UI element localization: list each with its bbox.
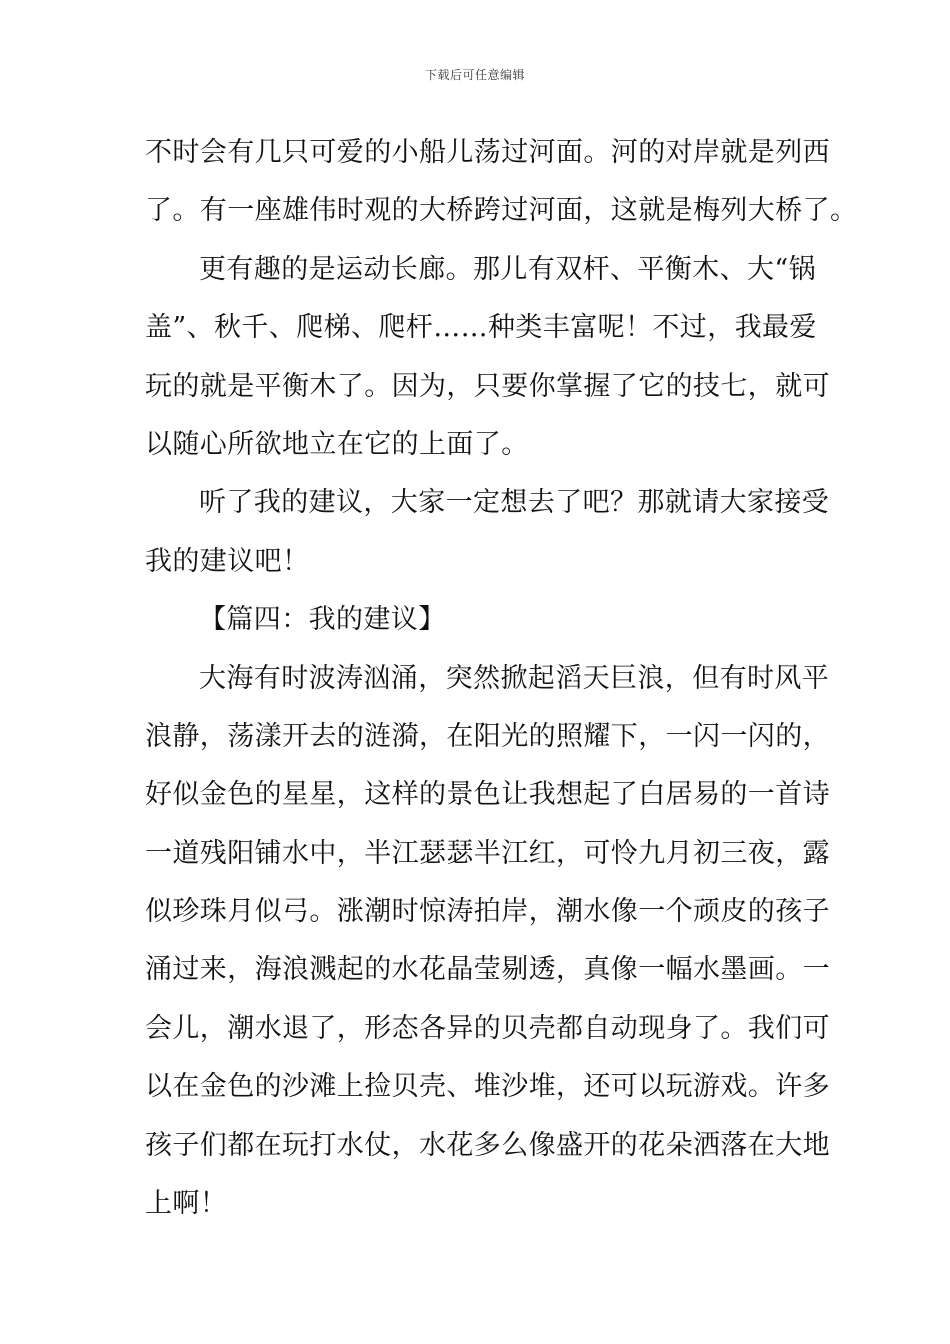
text-line: 好似金色的星星，这样的景色让我想起了白居易的一首诗: [145, 779, 830, 811]
text-line: 不时会有几只可爱的小船儿荡过河面。河的对岸就是列西: [145, 137, 830, 168]
text-line: 上啊！: [145, 1188, 228, 1220]
paragraph-start: 更有趣的是运动长廊。那儿有双杆、平衡木、大“锅: [199, 253, 817, 285]
text-line: 似珍珠月似弓。涨潮时惊涛拍岸，潮水像一个顽皮的孩子: [145, 896, 830, 928]
document-body: [145, 124, 858, 1233]
text-line: 会儿，潮水退了，形态各异的贝壳都自动现身了。我们可: [145, 1012, 830, 1044]
text-line: 以在金色的沙滩上捡贝壳、堆沙堆，还可以玩游戏。许多: [145, 1071, 830, 1103]
paragraph-start: 听了我的建议，大家一定想去了吧？那就请大家接受: [199, 487, 830, 519]
text-line: 一道残阳铺水中，半江瑟瑟半江红，可怜九月初三夜，露: [145, 837, 830, 869]
text-line: 盖”、秋千、爬梯、爬杆……种类丰富呢！不过，我最爱: [145, 312, 817, 344]
text-line: 孩子们都在玩打水仗，水花多么像盛开的花朵洒落在大地: [145, 1129, 830, 1161]
text-line: 玩的就是平衡木了。因为，只要你掌握了它的技七，就可: [145, 370, 830, 402]
text-line: 涌过来，海浪溅起的水花晶莹剔透，真像一幅水墨画。一: [145, 954, 830, 986]
text-line: 以随心所欲地立在它的上面了。: [145, 428, 529, 460]
paragraph-start: 大海有时波涛汹涌，突然掀起滔天巨浪，但有时风平: [199, 662, 830, 694]
section-heading: 【篇四：我的建议】: [199, 604, 446, 636]
text-line: 了。有一座雄伟时观的大桥跨过河面，这就是梅列大桥了。: [145, 195, 858, 227]
text-line: 我的建议吧！: [145, 545, 310, 577]
text-line: 浪静，荡漾开去的涟漪，在阳光的照耀下，一闪一闪的，: [145, 720, 830, 752]
page-header: 下载后可任意编辑: [424, 68, 525, 82]
